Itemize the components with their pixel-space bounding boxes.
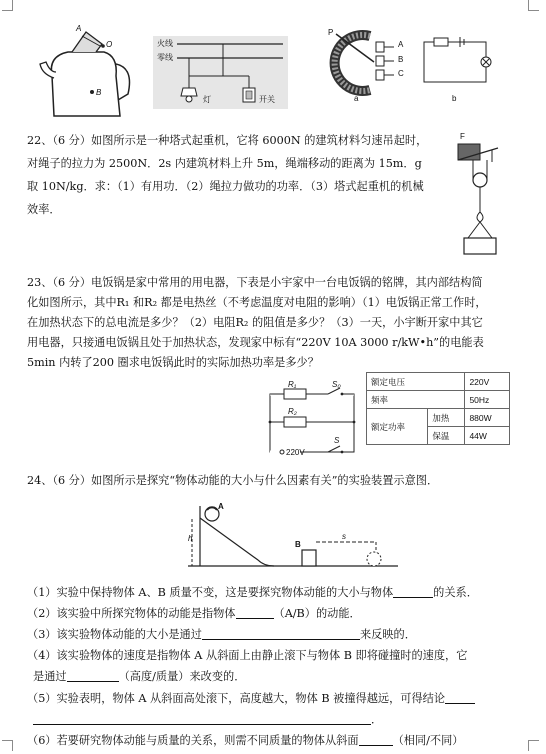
switch-label: 开关 <box>259 95 275 104</box>
q22-line-2: 对绳子的拉力为 2500N．2s 内建筑材料上升 5m，绳端移动的距离为 15m．g <box>27 157 422 170</box>
corner-mark-top-left <box>2 0 13 11</box>
magnet-label-c: C <box>398 69 404 78</box>
kettle-figure <box>38 16 138 124</box>
q22-line-4: 效率． <box>27 203 61 216</box>
q24-item-4-cont <box>33 667 245 686</box>
q24-item-1 <box>27 583 478 602</box>
rated-power-label: 额定功率 <box>367 409 428 445</box>
q24-item-3 <box>27 625 416 644</box>
q24-item-6 <box>27 731 463 750</box>
kettle-label-a: A <box>76 24 82 33</box>
heating-value: 880W <box>465 409 510 427</box>
q23-line-4: 用电器，只接通电饭锅且处于加热状态，发现家中标有“220V 10A 3000 r/kW•h”的电能表 <box>27 336 484 349</box>
ramp-label-a: A <box>218 502 224 511</box>
magnet-label-p: P <box>328 28 334 37</box>
warming-value: 44W <box>465 427 510 445</box>
kettle-label-o: O <box>106 40 113 49</box>
circuit-s: S <box>334 436 340 445</box>
circuit-voltage: 220V <box>286 448 305 457</box>
kettle-label-b: B <box>96 88 102 97</box>
frequency-label: 频率 <box>367 391 465 409</box>
q23-line-2: 化如图所示，其中R₁ 和R₂ 都是电热丝（不考虑温度对电阻的影响）（1）电饭锅正常工作时， <box>27 296 487 309</box>
rated-voltage-label: 额定电压 <box>367 373 465 391</box>
ramp-label-h: h <box>188 534 193 543</box>
frequency-value: 50Hz <box>465 391 510 409</box>
q24-answer-blank-5a[interactable] <box>445 691 475 704</box>
q23-line-1: 23、（6 分）电饭锅是家中常用的用电器，下表是小宇家中一台电饭锅的铭牌，其内部结构简 <box>27 276 483 289</box>
q24-answer-blank-4[interactable] <box>67 669 119 682</box>
ramp-label-b: B <box>295 540 301 549</box>
corner-mark-top-right <box>528 0 539 11</box>
q24-item-4-text: 是通过 <box>33 670 67 683</box>
neutral-wire-label: 零线 <box>157 53 173 62</box>
q24-item-1-tail: 的关系． <box>433 586 478 599</box>
q24-stem: 24、（6 分）如图所示是探究“物体动能的大小与什么因素有关”的实验装置示意图． <box>27 474 439 487</box>
ramp-figure <box>188 500 398 572</box>
ramp-label-s: s <box>342 532 346 541</box>
q23-line-3: 在加热状态下的总电流是多少？（2）电阻R₂ 的阻值是多少？（3）一天，小宇断开家中其它 <box>27 316 483 329</box>
q24-item-5-cont <box>33 710 382 729</box>
crane-pulley-figure <box>454 132 504 260</box>
q24-item-2-tail: （A/B）的动能． <box>273 607 361 620</box>
q24-answer-blank-2[interactable] <box>236 606 274 619</box>
q22-line-1: 22、（6 分）如图所示是一种塔式起重机，它将 6000N 的建筑材料匀速吊起时， <box>27 134 428 147</box>
q24-item-4: （4）该实验物体的速度是指物体 A 从斜面上由静止滚下与物体 B 即将碰撞时的速度，它 <box>27 649 468 662</box>
q24-item-5-end: ． <box>371 713 383 726</box>
rice-cooker-circuit <box>262 380 362 460</box>
warming-label: 保温 <box>428 427 465 445</box>
pulley-label-f: F <box>460 132 465 141</box>
magnet-figure <box>318 28 498 108</box>
q24-item-2-text: （2）该实验中所探究物体的动能是指物体 <box>27 607 236 620</box>
q22-line-3: 取 10N/kg．求：（1）有用功．（2）绳拉力做功的功率．（3）塔式起重机的机械 <box>27 180 424 193</box>
magnet-label-b: B <box>398 55 404 64</box>
household-circuit-figure <box>153 36 288 109</box>
q24-answer-blank-1[interactable] <box>393 585 433 598</box>
q24-item-5 <box>27 689 475 708</box>
rated-voltage-value: 220V <box>465 373 510 391</box>
q24-item-1-text: （1）实验中保持物体 A、B 质量不变，这是要探究物体动能的大小与物体 <box>27 586 394 599</box>
q24-item-4-tail: （高度/质量）来改变的． <box>118 670 246 683</box>
corner-mark-bottom-left <box>2 740 13 751</box>
q24-answer-blank-6[interactable] <box>359 733 393 746</box>
magnet-label-a: A <box>398 40 404 49</box>
circuit-r2: R₂ <box>288 407 297 416</box>
corner-mark-bottom-right <box>528 740 539 751</box>
q24-item-2 <box>27 604 361 623</box>
lamp-label: 灯 <box>203 95 211 104</box>
caption-b: b <box>452 94 457 103</box>
circuit-s0: S₀ <box>332 380 341 389</box>
q23-line-5: 5min 内转了200 圈求电饭锅此时的实际加热功率是多少？ <box>27 356 319 369</box>
q24-item-3-text: （3）该实验物体动能的大小是通过 <box>27 628 202 641</box>
caption-a: a <box>354 94 359 103</box>
q24-item-3-tail: 来反映的． <box>359 628 416 641</box>
heating-label: 加热 <box>428 409 465 427</box>
q24-item-6-tail: （相同/不同） <box>392 734 464 747</box>
circuit-r1: R₁ <box>288 380 297 389</box>
q24-answer-blank-3[interactable] <box>202 627 360 640</box>
fire-wire-label: 火线 <box>157 39 173 48</box>
q24-item-6-text: （6）若要研究物体动能与质量的关系，则需不同质量的物体从斜面 <box>27 734 359 747</box>
q24-answer-blank-5b[interactable] <box>33 712 371 725</box>
nameplate-table <box>366 372 510 445</box>
q24-item-5-text: （5）实验表明，物体 A 从斜面高处滚下，高度越大，物体 B 被撞得越远，可得结论 <box>27 692 446 705</box>
